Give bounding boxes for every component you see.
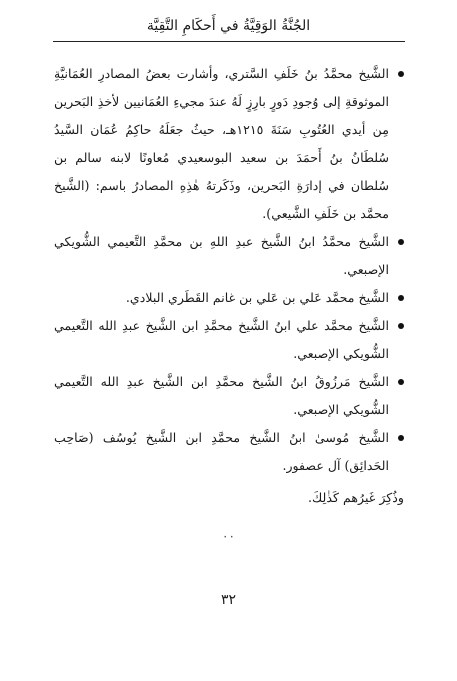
- page-number: ٣٢: [220, 592, 237, 608]
- page-body: [54, 60, 404, 525]
- bullet-icon: [398, 239, 404, 245]
- list-item-text: الشَّيخ محمَّدُ بنُ خَلَفِ السَّتري، وأشارت بعضُ المصادرِ العُمَانيَّةِ الموثوقةِ إلى وُجودِ دَورٍ بارِزٍ لَهُ عندَ مجيءِ العُمَانيين لأخذِ البَحرين مِن أيدي العُتُوبِ سَنَةَ ١٢١٥هـ، حيثُ جعَلَهُ حاكِمُ عُمَان السَّيدُ سُلطَانُ بنُ أَحمَدَ بن سعيد البوسعيدي مُعاونًا لابنه سالم بن سُلطان في إدارَةِ البَحرين، وذَكَرتهُ هٰذِهِ المصادرُ باسم: (الشَّيخ محمَّد بن خَلَفِ الشَّيعي).: [54, 66, 389, 221]
- bullet-icon: [398, 435, 404, 441]
- bullet-icon: [398, 323, 404, 329]
- closing-line: وذُكِرَ غَيرُهم كَذٰلِكَ.: [307, 490, 404, 505]
- bullet-icon: [398, 379, 404, 385]
- list-item: [54, 368, 404, 424]
- bullet-icon: [398, 71, 404, 77]
- list-item-text: الشَّيخ مَرزُوقُ ابنُ الشَّيخ محمَّدِ ابن الشَّيخ عبدِ الله التَّعيمي الشُّويكي الإصبعي.: [54, 374, 389, 417]
- bullet-icon: [398, 295, 404, 301]
- footnote-separator: ٠٠: [222, 529, 235, 543]
- list-item: [54, 284, 404, 312]
- header-divider: [53, 41, 405, 42]
- scholars-list: [54, 60, 404, 480]
- list-item: [54, 228, 404, 284]
- running-header-title: الجُنَّةُ الوَقِيَّةُ في أَحكَامِ التَّقِيَّة: [146, 18, 311, 34]
- list-item-text: الشَّيخ محمَّد عَلي بن عَلي بن غانم القَطَري البلادي.: [125, 290, 389, 305]
- list-item-text: الشَّيخ مُوسىٰ ابنُ الشَّيخ محمَّدِ ابن الشَّيخ يُوسُف (صَاحِب الحَدائِق) آل عصفور.: [54, 430, 389, 473]
- list-item: [54, 424, 404, 480]
- list-item: [54, 312, 404, 368]
- list-item: [54, 60, 404, 228]
- list-item-text: الشَّيخ محمَّد علي ابنُ الشَّيخ محمَّدِ ابن الشَّيخ عبدِ الله التَّعيمي الشُّويكي الإصبعي.: [54, 318, 389, 361]
- list-item-text: الشَّيخ محمَّدُ ابنُ الشَّيخ عبدِ اللهِ بن محمَّدِ التَّعيمي الشُّويكي الإصبعي.: [54, 234, 389, 277]
